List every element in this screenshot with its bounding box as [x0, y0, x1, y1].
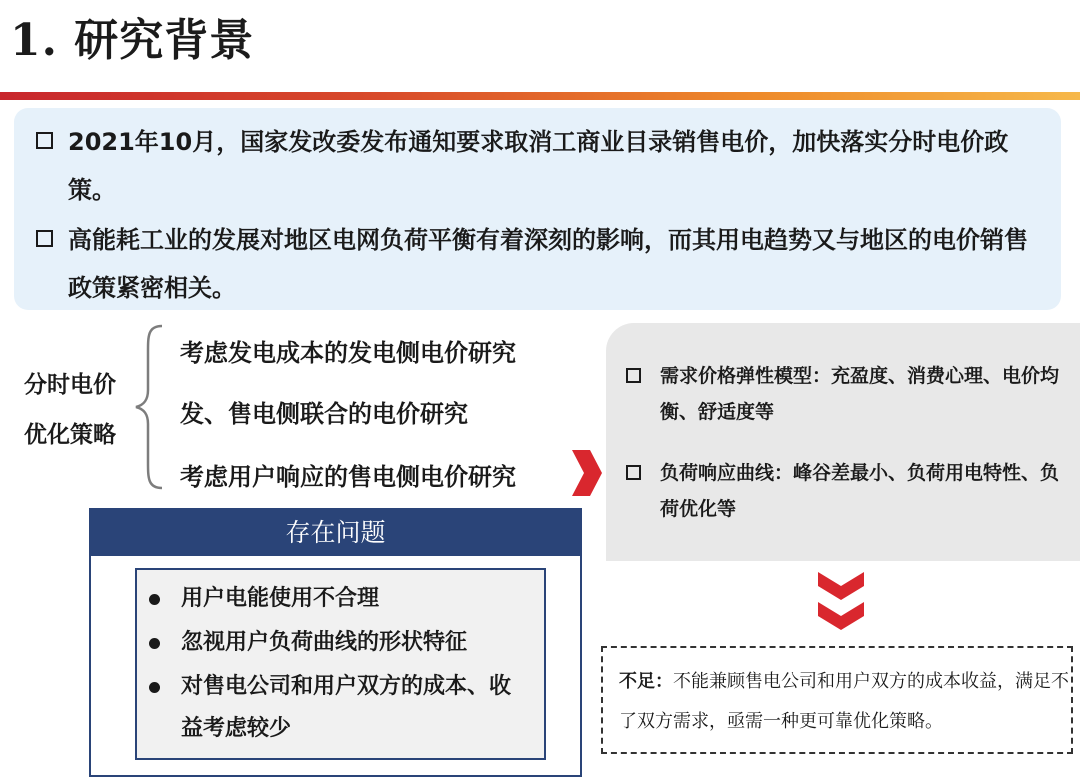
strategy-item: 考虑用户响应的售电侧电价研究 — [180, 463, 516, 491]
background-item — [36, 118, 1046, 214]
deficit-label: 不足： — [619, 671, 673, 692]
model-item — [626, 455, 1066, 527]
double-chevron-down-icon — [816, 570, 866, 632]
issue-item-text: 对售电公司和用户双方的成本、收益考虑较少 — [181, 674, 512, 741]
page-title: 1. 研究背景 — [10, 15, 255, 66]
strategy-item: 考虑发电成本的发电侧电价研究 — [180, 339, 516, 367]
deficit-text: 不能兼顾售电公司和用户双方的成本收益，满足不了双方需求，亟需一种更可靠优化策略。 — [619, 671, 1069, 732]
model-item-text: 负荷响应曲线：峰谷差最小、负荷用电特性、负荷优化等 — [660, 462, 1060, 520]
model-item — [626, 358, 1066, 430]
issues-header: 存在问题 — [91, 510, 580, 556]
square-bullet-icon — [36, 230, 53, 247]
deficit-box — [601, 646, 1073, 754]
chevron-right-icon — [570, 448, 604, 498]
title-gradient-bar — [0, 92, 1080, 100]
curly-brace-icon — [132, 322, 170, 492]
bullet-dot-icon — [149, 638, 160, 649]
background-item-text: 高能耗工业的发展对地区电网负荷平衡有着深刻的影响，而其用电趋势又与地区的电价销售政策紧密相关。 — [68, 226, 1028, 302]
bullet-dot-icon — [149, 594, 160, 605]
model-item-text: 需求价格弹性模型：充盈度、消费心理、电价均衡、舒适度等 — [660, 365, 1060, 423]
issue-item-text: 忽视用户负荷曲线的形状特征 — [181, 630, 468, 655]
issue-item — [149, 666, 529, 750]
square-bullet-icon — [626, 465, 641, 480]
strategy-label-line2: 优化策略 — [24, 422, 116, 448]
square-bullet-icon — [626, 368, 641, 383]
issue-item-text: 用户电能使用不合理 — [181, 586, 380, 611]
issue-item — [149, 622, 467, 664]
strategy-item: 发、售电侧联合的电价研究 — [180, 400, 468, 428]
background-item — [36, 216, 1046, 312]
bullet-dot-icon — [149, 682, 160, 693]
square-bullet-icon — [36, 132, 53, 149]
issues-list — [135, 568, 546, 760]
strategy-label-line1: 分时电价 — [24, 372, 116, 398]
issue-item — [149, 578, 379, 620]
issues-box — [89, 508, 582, 777]
background-item-text: 2021年10月，国家发改委发布通知要求取消工商业目录销售电价，加快落实分时电价政策。 — [68, 128, 1009, 204]
